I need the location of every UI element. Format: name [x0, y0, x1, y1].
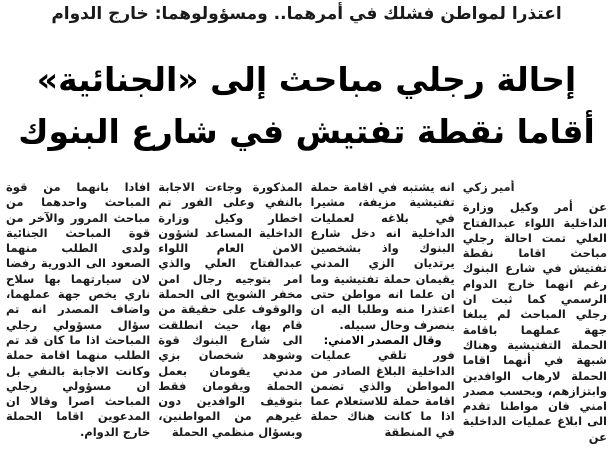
column-text: المذكورة وجاءت الاجابة بالنفي وعلى الفور تم اخطار وكيل وزارة الداخلية المساعد لشؤون الامن العام اللواء عبدالفتاح العلي والذي امر بتوجيه رجال امن مخفر الشويخ الى الحملة والوقوف على حقيقة من قام بها، حيث انطلقت الى شارع البنوك قوة وشوهد شخصان بزي مدني يقومان بعمل الحملة ويقومان فقط بتوقيف الوافدين دون غيرهم من المواطنين، وبسؤال منظمي الحملة: [158, 180, 303, 439]
article-column-2: [311, 180, 455, 448]
article-headline-line-2: أقاما نقطة تفتيش في شارع البنوك: [18, 112, 595, 151]
column-text-continued: فور تلقي عمليات الداخلية البلاغ الصادر من المواطن والذي تضمن اقامة حملة للاستعلام عما اذا ما كانت هناك حملة في المنطقة: [310, 348, 455, 439]
column-subhead: وقال المصدر الامني:: [323, 332, 442, 347]
article-body: [6, 180, 607, 448]
article-kicker: اعتذرا لمواطن فشلك في أمرهما.. ومسؤولوهما: خارج الدوام: [51, 4, 562, 24]
article-column-4: [6, 180, 150, 448]
article-column-1: [463, 180, 607, 448]
column-text: انه يشتبه في اقامة حملة تفتيشية مزيفة، مشيرا في بلاغه لعمليات الداخلية انه دخل شارع البنوك واذ بشخصين يرتديان الزي المدني يقيمان حملة تفتيشية وما ان علما انه مواطن حتى اعتذرا منه وطلبا اليه ان ينصرف وحال سبيله.: [310, 180, 455, 332]
article-headline-line-1: إحالة رجلي مباحث إلى «الجنائية»: [36, 60, 577, 99]
article-byline: أمير زكي: [462, 180, 515, 194]
column-text: افادا بانهما من قوة المباحث واحدهما من مباحث المرور والآخر من قوة المباحث الجنائية ولدى الطلب منهما الصعود الى الدورية رفضا لان سيارتهما بها سلاح ناري يخص جهة عملهما، واضاف المصدر انه تم سؤال مسؤولي رجلي المباحث اذا ما كان قد تم الطلب منهما اقامة حملة وكانت الاجابة بالنفي بل ان مسؤولي رجلي المباحث اصرا وقالا ان المدعوين اقاما الحملة خارج الدوام.: [6, 180, 151, 439]
column-text: عن أمر وكيل وزارة الداخلية اللواء عبدالفتاح العلي تمت احالة رجلي مباحث اقاما نقطة تفتيش في شارع البنوك رغم انهما خارج الدوام الرسمي كما ثبت ان رجلي المباحث لم يبلغا جهة عملهما باقامة الحملة التفتيشية وهناك شبهة في أنهما اقاما الحملة لارهاب الوافدين وابتزازهم، وبحسب مصدر امني فان مواطنا تقدم الى ابلاغ عمليات الداخلية عن: [462, 200, 607, 444]
article-column-3: [158, 180, 302, 448]
